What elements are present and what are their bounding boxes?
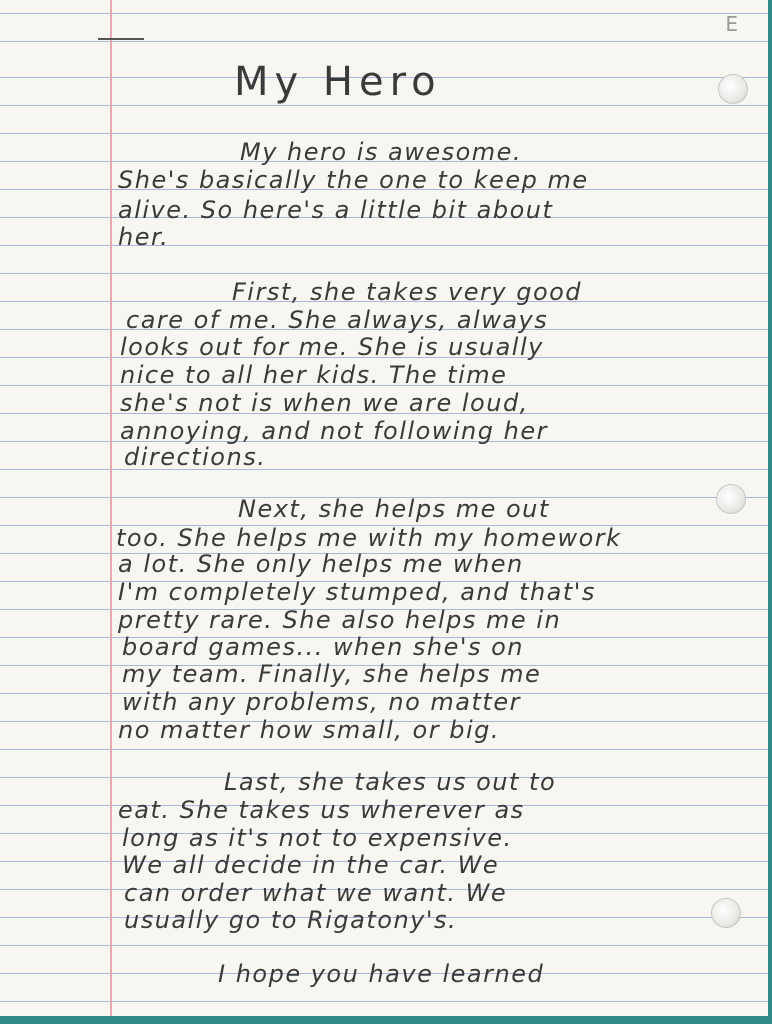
essay-line: long as it's not to expensive. (122, 824, 513, 852)
essay-line: She's basically the one to keep me (118, 166, 589, 194)
essay-line: My hero is awesome. (240, 138, 523, 166)
essay-line: We all decide in the car. We (122, 851, 500, 879)
essay-line: can order what we want. We (124, 879, 508, 907)
essay-line: my team. Finally, she helps me (122, 660, 542, 688)
essay-line: annoying, and not following her (120, 417, 548, 445)
punch-hole (716, 484, 746, 514)
essay-line: pretty rare. She also helps me in (118, 606, 562, 634)
corner-mark: E (725, 12, 742, 36)
essay-line: I'm completely stumped, and that's (118, 578, 596, 606)
essay-line: she's not is when we are loud, (120, 389, 529, 417)
essay-line: nice to all her kids. The time (120, 361, 508, 389)
essay-line: a lot. She only helps me when (118, 550, 524, 578)
essay-line: First, she takes very good (232, 278, 583, 306)
essay-line: too. She helps me with my homework (116, 524, 622, 552)
essay-line: looks out for me. She is usually (120, 333, 544, 361)
punch-hole (718, 74, 748, 104)
essay-line: alive. So here's a little bit about (118, 196, 554, 224)
punch-hole (711, 898, 741, 928)
essay-line: board games... when she's on (122, 633, 525, 661)
essay-line: directions. (124, 443, 267, 471)
pencil-dash (98, 38, 144, 40)
margin-line (110, 0, 112, 1016)
background-edge (0, 1016, 772, 1024)
essay-line: no matter how small, or big. (118, 716, 500, 744)
essay-line: I hope you have learned (218, 960, 545, 988)
essay-line: with any problems, no matter (122, 688, 521, 716)
essay-title: My Hero (234, 59, 442, 105)
essay-line: care of me. She always, always (126, 306, 549, 334)
essay-line: Next, she helps me out (238, 495, 550, 523)
essay-line: Last, she takes us out to (224, 768, 557, 796)
essay-line: her. (118, 223, 170, 251)
essay-line: usually go to Rigatony's. (124, 906, 458, 934)
essay-line: eat. She takes us wherever as (118, 796, 525, 824)
